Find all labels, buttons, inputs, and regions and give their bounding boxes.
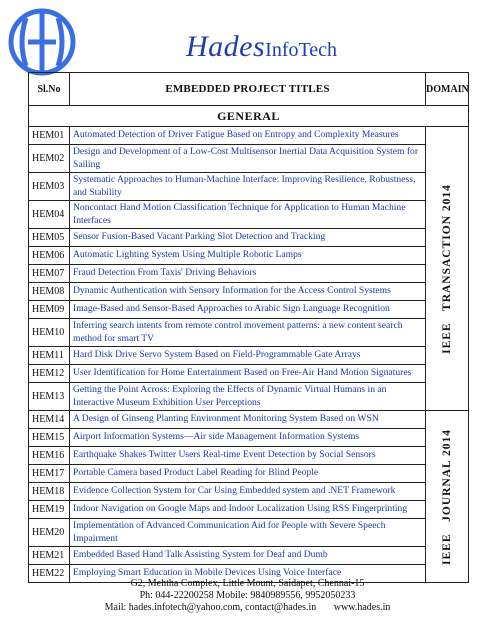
- table-row: [29, 173, 469, 201]
- domain-label: IEEE JOURNAL 2014: [441, 428, 453, 565]
- project-id: HEM15: [29, 429, 70, 447]
- project-title: Inferring search intents from remote control movement patterns: a new content search method for smart TV: [70, 319, 426, 347]
- project-id: HEM03: [29, 173, 70, 201]
- project-title: Employing Smart Education in Mobile Devices Using Voice Interface: [70, 565, 426, 583]
- project-id: HEM07: [29, 265, 70, 283]
- project-id: HEM18: [29, 483, 70, 501]
- project-id: HEM16: [29, 447, 70, 465]
- project-id: HEM04: [29, 201, 70, 229]
- domain-cell: [426, 411, 469, 583]
- project-title: Automated Detection of Driver Fatigue Based on Entropy and Complexity Measures: [70, 127, 426, 145]
- table-row: [29, 483, 469, 501]
- table-row: [29, 247, 469, 265]
- project-title: Implementation of Advanced Communication Aid for People with Severe Speech Impairment: [70, 519, 426, 547]
- table-row: [29, 447, 469, 465]
- table-row: [29, 383, 469, 411]
- project-title: Embedded Based Hand Talk Assisting System for Deaf and Dumb: [70, 547, 426, 565]
- project-title: Dynamic Authentication with Sensory Information for the Access Control Systems: [70, 283, 426, 301]
- brand-name-italic: Hades: [186, 30, 266, 63]
- project-id: HEM12: [29, 365, 70, 383]
- project-title: Portable Camera based Product Label Reading for Blind People: [70, 465, 426, 483]
- table-row: [29, 519, 469, 547]
- brand-name-rest: InfoTech: [265, 39, 338, 61]
- trident-circle-logo: [6, 6, 78, 78]
- project-title: Systematic Approaches to Human-Machine Interface: Improving Resilience, Robustness, and Stability: [70, 173, 426, 201]
- project-id: HEM11: [29, 347, 70, 365]
- project-title: Noncontact Hand Motion Classification Technique for Application to Human Machine Interfaces: [70, 201, 426, 229]
- table-row: [29, 365, 469, 383]
- project-id: HEM19: [29, 501, 70, 519]
- table-row: [29, 201, 469, 229]
- project-id: HEM20: [29, 519, 70, 547]
- table-row: [29, 301, 469, 319]
- project-title: Evidence Collection System for Car Using Embedded system and .NET Framework: [70, 483, 426, 501]
- project-id: HEM14: [29, 411, 70, 429]
- table-row: [29, 229, 469, 247]
- header-slno: Sl.No: [29, 73, 70, 106]
- project-title: Design and Development of a Low-Cost Multisensor Inertial Data Acquisition System for Sailing: [70, 145, 426, 173]
- project-titles-table: [28, 72, 469, 583]
- table-header-row: [29, 73, 469, 106]
- project-id: HEM09: [29, 301, 70, 319]
- project-id: HEM02: [29, 145, 70, 173]
- table-row: [29, 319, 469, 347]
- table-row: [29, 429, 469, 447]
- header-domain: DOMAIN: [426, 73, 469, 106]
- footer-mail: Mail: hades.infotech@yahoo.com, contact@hades.in www.hades.in: [104, 602, 391, 613]
- header-title: EMBEDDED PROJECT TITLES: [70, 73, 426, 106]
- footer-phone: Ph: 044-22200258 Mobile: 9840989556, 9952050233: [139, 590, 356, 601]
- project-id: HEM08: [29, 283, 70, 301]
- project-id: HEM06: [29, 247, 70, 265]
- project-title: Indoor Navigation on Google Maps and Indoor Localization Using RSS Fingerprinting: [70, 501, 426, 519]
- project-title: Hard Disk Drive Servo System Based on Field-Programmable Gate Arrays: [70, 347, 426, 365]
- project-id: HEM05: [29, 229, 70, 247]
- section-row: [29, 106, 469, 127]
- table-row: [29, 127, 469, 145]
- project-id: HEM22: [29, 565, 70, 583]
- table-row: [29, 145, 469, 173]
- project-id: HEM01: [29, 127, 70, 145]
- table-row: [29, 347, 469, 365]
- project-id: HEM21: [29, 547, 70, 565]
- table-row: [29, 265, 469, 283]
- domain-label: IEEE TRANSACTION 2014: [441, 183, 453, 354]
- project-title: Automatic Lighting System Using Multiple Robotic Lamps: [70, 247, 426, 265]
- project-title: Image-Based and Sensor-Based Approaches to Arabic Sign Language Recognition: [70, 301, 426, 319]
- table-row: [29, 465, 469, 483]
- project-title: User Identification for Home Entertainment Based on Free-Air Hand Motion Signatures: [70, 365, 426, 383]
- project-title: Sensor Fusion-Based Vacant Parking Slot Detection and Tracking: [70, 229, 426, 247]
- project-title: Fraud Detection From Taxis' Driving Behaviors: [70, 265, 426, 283]
- table-row: [29, 547, 469, 565]
- footer-address: G2, Mehtha Complex, Little Mount, Saidapet, Chennai-15: [130, 578, 365, 589]
- domain-cell: [426, 127, 469, 411]
- project-id: HEM10: [29, 319, 70, 347]
- project-title: Earthquake Shakes Twitter Users Real-time Event Detection by Social Sensors: [70, 447, 426, 465]
- table-row: [29, 283, 469, 301]
- table-row: [29, 501, 469, 519]
- table-row: [29, 411, 469, 429]
- project-title: A Design of Ginseng Planting Environment Monitoring System Based on WSN: [70, 411, 426, 429]
- section-title: GENERAL: [29, 106, 469, 127]
- project-title: Getting the Point Across: Exploring the Effects of Dynamic Virtual Humans in an Interactive Museum Exhibition User Perceptions: [70, 383, 426, 411]
- project-id: HEM13: [29, 383, 70, 411]
- project-title: Airport Information Systems—Air side Management Information Systems: [70, 429, 426, 447]
- project-id: HEM17: [29, 465, 70, 483]
- brand-name: [186, 30, 337, 62]
